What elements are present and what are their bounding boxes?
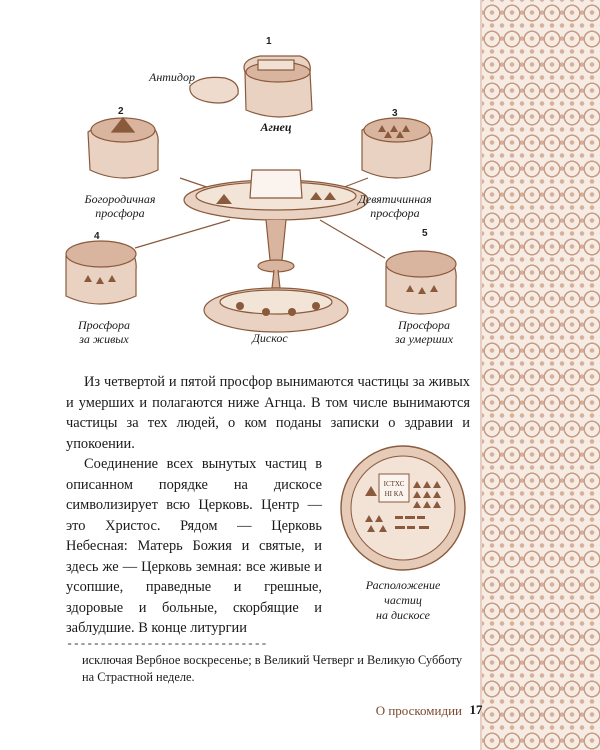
prosphora-illustration	[40, 20, 470, 355]
caption-living-prosphora	[54, 318, 154, 346]
label-number-5: 5	[422, 228, 428, 239]
caption-departed-prosphora	[374, 318, 474, 346]
caption-line: просфора	[95, 206, 145, 220]
paragraph-2: Соединение всех вынутых частиц в описанном порядке на дискосе символизирует всю Церковь. Центр — это Христос. Рядом — Церковь Небесная: Матерь Божия и святые, и здесь же — Церковь земная: все живые и усопшие, праведные и грешные, здоровые и больные, скорбящие и заблудшие. В конце литургии	[66, 456, 322, 636]
plate-inscription-line-1: ІСТХС	[383, 480, 405, 488]
plate-inscription-line-2: НІ КА	[384, 490, 404, 498]
diskos-particles-plate	[339, 444, 467, 572]
caption-lamb: Агнец	[260, 120, 292, 134]
prosphora-5-departed	[386, 251, 456, 314]
caption-theotokos-prosphora	[70, 192, 170, 220]
caption-line: просфора	[370, 206, 420, 220]
caption-nine-rank-prosphora	[340, 192, 450, 220]
plate-drawing	[339, 444, 467, 572]
footnote-separator: ------------------------------	[66, 637, 268, 651]
caption-line: Богородичная	[84, 192, 156, 206]
caption-antidor: Антидор	[148, 70, 196, 84]
connector-line-4	[135, 220, 230, 248]
decorative-ornament-border	[482, 0, 600, 750]
caption-line: Девятичинная	[358, 192, 432, 206]
running-title: О проскомидии	[375, 703, 462, 718]
prosphora-1-lamb	[190, 56, 312, 117]
prosphora-4-living	[66, 241, 136, 304]
label-number-2: 2	[118, 106, 124, 117]
label-number-1: 1	[266, 36, 272, 47]
paragraph-1: Из четвертой и пятой просфор вынимаются частицы за живых и умерших и полагаются ниже Агнца. В том числе вынимаются частицы за тех людей, о ком поданы записки о здравии и упокоении.	[66, 374, 470, 452]
ornament-edge-line	[480, 0, 482, 750]
label-number-4: 4	[94, 231, 100, 242]
page-number: 17	[469, 702, 483, 717]
plate-caption-line: на дискосе	[376, 608, 430, 622]
caption-diskos: Дискос	[252, 331, 288, 345]
footnote-text: исключая Вербное воскресенье; в Великий Четверг и Великую Субботу на Страстной неделе.	[82, 653, 463, 684]
caption-line: Просфора	[77, 318, 131, 332]
caption-line: за живых	[79, 332, 129, 346]
prosphora-3-nine-ranks	[362, 118, 432, 178]
prosphora-drawing	[40, 20, 470, 355]
connector-line-5	[320, 220, 385, 258]
caption-line: за умерших	[394, 332, 454, 346]
caption-line: Просфора	[397, 318, 451, 332]
plate-caption-line: Расположение	[365, 578, 441, 592]
label-number-3: 3	[392, 108, 398, 119]
prosphora-2-theotokos	[88, 118, 158, 178]
plate-caption-line: частиц	[384, 593, 422, 607]
plate-caption	[340, 578, 466, 623]
